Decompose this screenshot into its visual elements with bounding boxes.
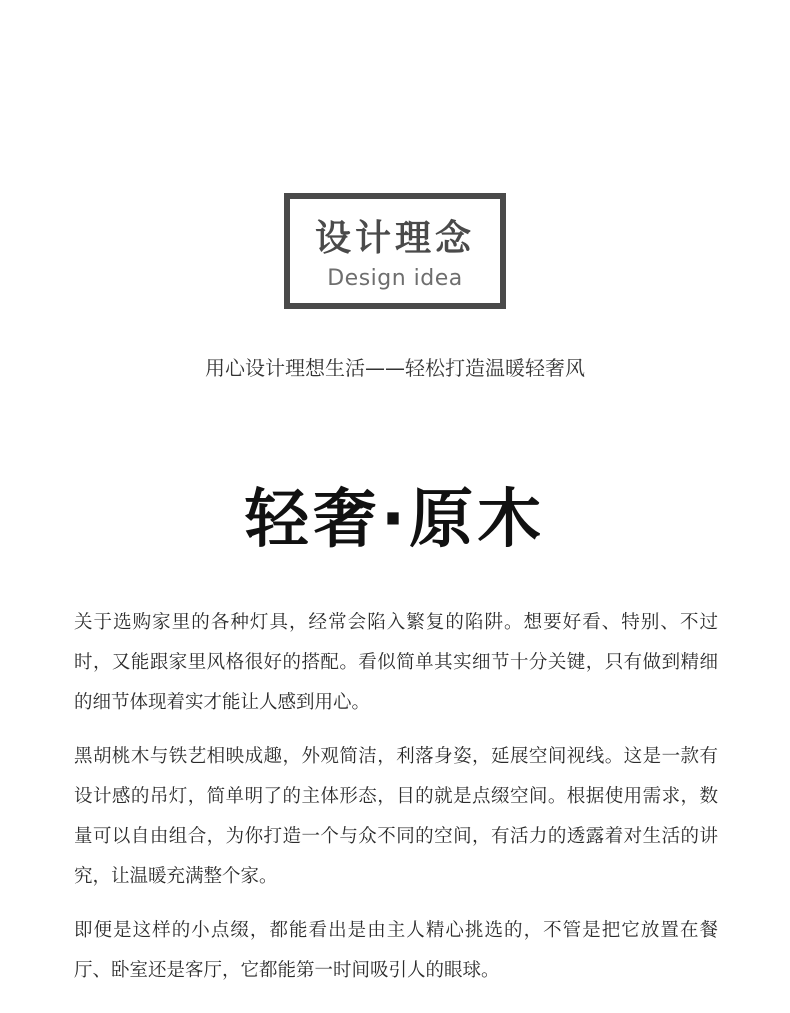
headline: 轻奢·原木 xyxy=(244,483,546,557)
paragraph-3: 即便是这样的小点缀，都能看出是由主人精心挑选的，不管是把它放置在餐厅、卧室还是客厅，它都能第一时间吸引人的眼球。 xyxy=(74,920,718,981)
body-text xyxy=(74,603,718,1005)
paragraph-1: 关于选购家里的各种灯具，经常会陷入繁复的陷阱。想要好看、特别、不过时，又能跟家里风格很好的搭配。看似简单其实细节十分关键，只有做到精细的细节体现着实才能让人感到用心。 xyxy=(74,612,718,713)
badge-title: 设计理念 xyxy=(314,218,475,259)
section-badge xyxy=(284,193,506,309)
badge-subtitle: Design idea xyxy=(327,266,463,291)
paragraph-2: 黑胡桃木与铁艺相映成趣，外观简洁，利落身姿，延展空间视线。这是一款有设计感的吊灯，简单明了的主体形态，目的就是点缀空间。根据使用需求，数量可以自由组合，为你打造一个与众不同的空间，有活力的透露着对生活的讲究，让温暖充满整个家。 xyxy=(74,746,718,887)
tagline: 用心设计理想生活——轻松打造温暖轻奢风 xyxy=(205,356,585,380)
